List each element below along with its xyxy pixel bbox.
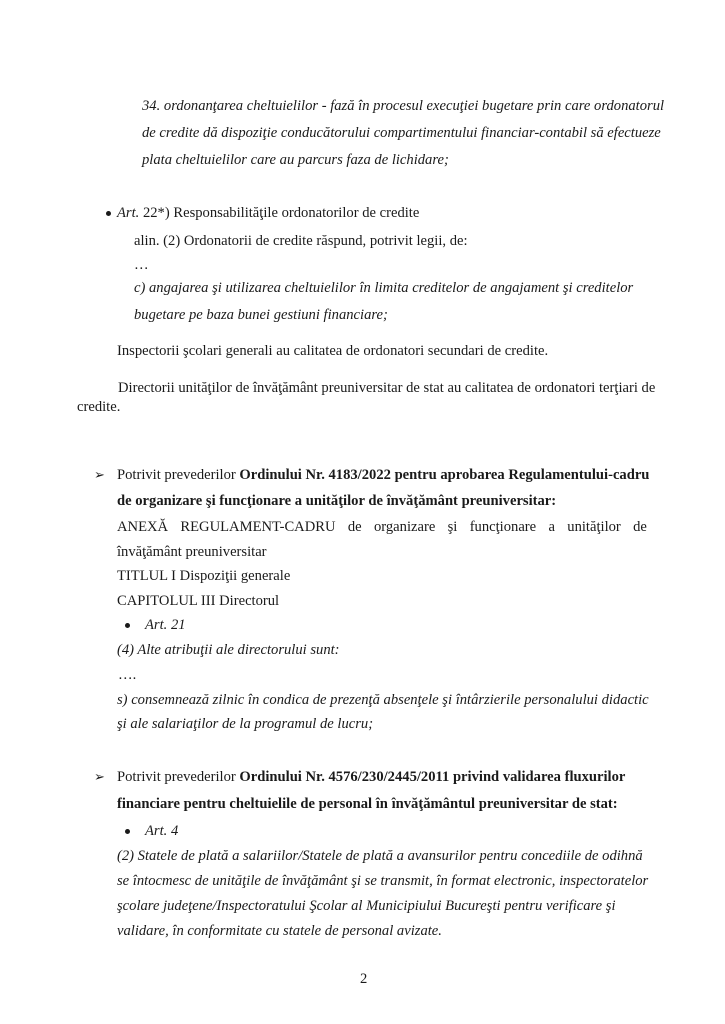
- anexa-word: unităţilor: [567, 519, 621, 535]
- art-22-alin-2: alin. (2) Ordonatorii de credite răspund, potrivit legii, de:: [134, 233, 468, 249]
- definition-34-line-3: plata cheltuielilor care au parcurs faza de lichidare;: [142, 152, 449, 168]
- anexa-word: organizare: [373, 519, 436, 535]
- ordin-4183-intro: Potrivit prevederilor: [117, 467, 240, 483]
- inspectori-paragraph: Inspectorii şcolari generali au calitatea de ordonatori secundari de credite.: [117, 343, 549, 359]
- directori-line-1: Directorii unităţilor de învăţământ preuniversitar de stat au calitatea de ordonatori terţiari de: [118, 380, 656, 396]
- bullet-dot-icon: [125, 623, 130, 628]
- art-22-point-c-line-1: c) angajarea şi utilizarea cheltuielilor în limita creditelor de angajament şi creditelor: [134, 280, 634, 296]
- anexa-word: funcţionare: [469, 519, 537, 535]
- ordin-4576-heading-line-1: [117, 768, 625, 786]
- art-21-ellipsis: ….: [118, 667, 137, 683]
- art-22-label: Art.: [117, 205, 140, 221]
- ordin-4183-heading-line-2: de organizare şi funcţionare a unităţilor de învăţământ preuniversitar:: [117, 493, 557, 509]
- ordin-4576-title: Ordinului Nr. 4576/230/2445/2011 privind validarea fluxurilor: [239, 769, 626, 785]
- definition-34-line-2: de credite dă dispoziţie conducătorului compartimentului financiar-contabil să efectueze: [142, 125, 661, 141]
- anexa-word: ANEXĂ: [117, 519, 169, 535]
- art-21-point-s-line-1: s) consemnează zilnic în condica de prezenţă absenţele şi întârzierile personalului didactic: [117, 692, 649, 708]
- anexa-word: de: [633, 519, 647, 535]
- page-number: 2: [360, 971, 368, 987]
- art-4-alin-2-line-1: (2) Statele de plată a salariilor/Statele de plată a avansurilor pentru concediile de odihnă: [117, 848, 643, 864]
- bullet-dot-icon: [125, 829, 130, 834]
- art-22-ellipsis: …: [134, 257, 149, 273]
- definition-34-line-1: 34. ordonanţarea cheltuielilor - fază în procesul execuţiei bugetare prin care ordonatorul: [142, 98, 665, 114]
- art-4-label: Art. 4: [145, 823, 179, 839]
- ordin-4576-intro: Potrivit prevederilor: [117, 769, 240, 785]
- ordin-4183-title: Ordinului Nr. 4183/2022 pentru aprobarea Regulamentului-cadru: [239, 467, 650, 483]
- capitolul-iii: CAPITOLUL III Directorul: [117, 593, 280, 609]
- arrow-bullet-icon: ➢: [94, 769, 105, 784]
- anexa-line-2: învăţământ preuniversitar: [117, 544, 267, 560]
- art-21-alin-4: (4) Alte atribuţii ale directorului sunt:: [117, 642, 340, 658]
- ordin-4183-heading-line-1: [117, 466, 649, 484]
- anexa-word: REGULAMENT-CADRU: [180, 519, 336, 535]
- anexa-word: şi: [447, 519, 458, 535]
- arrow-bullet-icon: ➢: [94, 467, 105, 482]
- art-21-label: Art. 21: [145, 617, 186, 633]
- directori-line-2: credite.: [77, 399, 121, 415]
- art-22-heading: [117, 204, 419, 222]
- anexa-line-1: [117, 518, 647, 536]
- titlul-i: TITLUL I Dispoziţii generale: [117, 568, 291, 584]
- bullet-dot-icon: [106, 211, 111, 216]
- art-4-alin-2-line-2: se întocmesc de unităţile de învăţământ şi se transmit, în format electronic, inspectoratelor: [117, 873, 649, 889]
- art-4-alin-2-line-3: şcolare judeţene/Inspectoratului Şcolar al Municipiului Bucureşti pentru verificare şi: [117, 898, 616, 914]
- art-22-title: 22*) Responsabilităţile ordonatorilor de credite: [142, 205, 420, 221]
- art-22-point-c-line-2: bugetare pe baza bunei gestiuni financiare;: [134, 307, 388, 323]
- anexa-word: de: [347, 519, 362, 535]
- art-4-alin-2-line-4: validare, în conformitate cu statele de personal avizate.: [117, 923, 442, 939]
- art-21-point-s-line-2: şi ale salariaţilor de la programul de lucru;: [117, 716, 374, 732]
- anexa-word: a: [548, 519, 555, 535]
- ordin-4576-heading-line-2: financiare pentru cheltuielile de personal în învăţământul preuniversitar de stat:: [117, 796, 618, 812]
